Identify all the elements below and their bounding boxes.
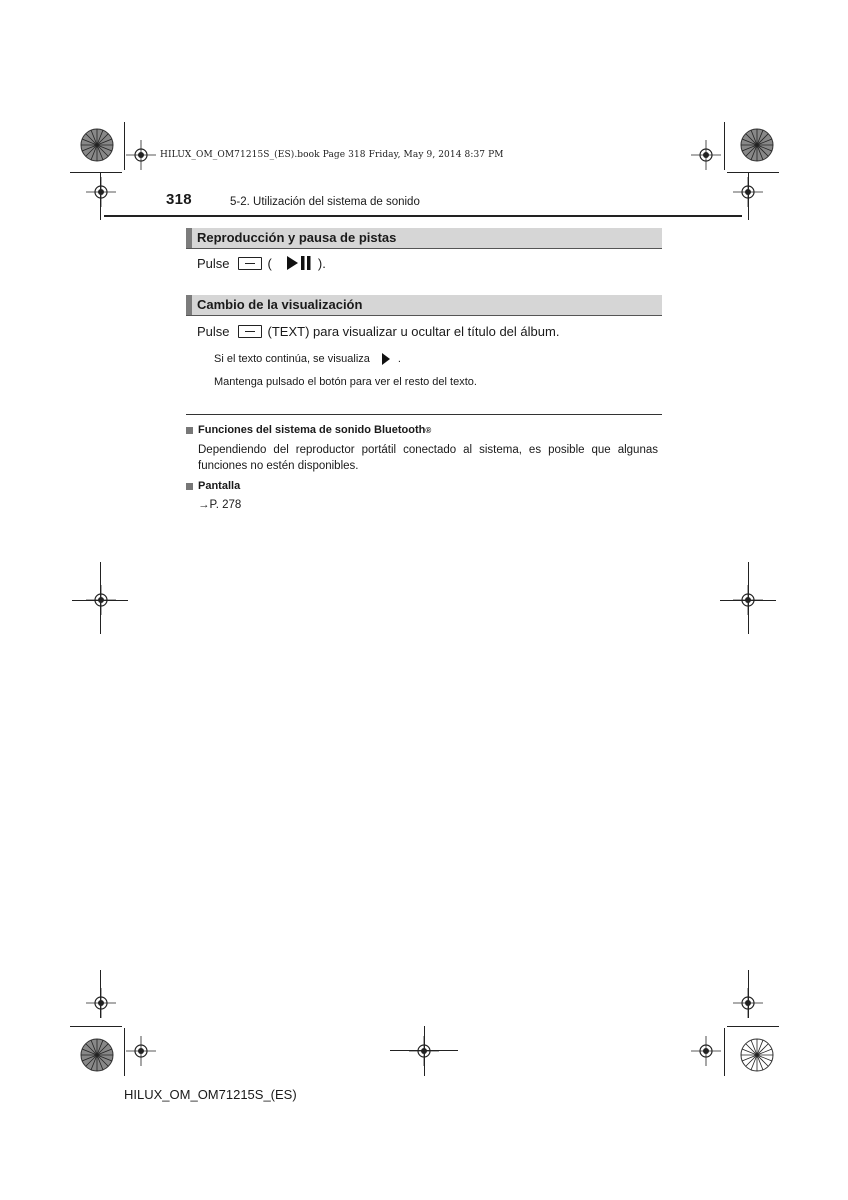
note-text: Si el texto continúa, se visualiza [214,353,370,365]
instruction-text: (TEXT) para visualizar u ocultar el título del álbum. [267,324,560,339]
paren-open: ( [267,255,272,271]
text-button-icon [238,325,262,338]
section-heading-label: Reproducción y pausa de pistas [197,230,397,245]
text-button-icon [238,257,262,270]
registration-mark-icon [733,177,763,207]
star-target-icon [740,128,774,162]
registration-mark-icon [691,140,721,170]
section-heading-playback [186,228,662,249]
section-heading-label: Cambio de la visualización [197,297,363,312]
registered-mark: ® [425,425,432,435]
registration-mark-icon [126,1036,156,1066]
subheading-text: Funciones del sistema de sonido Bluetooth [198,424,426,436]
instruction-text: Pulse [197,255,230,271]
print-info: HILUX_OM_OM71215S_(ES).book Page 318 Friday, May 9, 2014 8:37 PM [160,150,504,160]
registration-mark-icon [691,1036,721,1066]
page-number: 318 [166,191,192,208]
paren-close: ). [317,255,326,271]
registration-mark-icon [733,988,763,1018]
star-target-icon [80,1038,114,1072]
section-heading-display [186,295,662,316]
registration-mark-icon [86,988,116,1018]
divider [186,414,662,415]
square-bullet-icon [186,483,193,490]
subheading-screen [186,480,240,492]
registration-mark-icon [126,140,156,170]
subheading-bluetooth [186,424,431,436]
star-target-icon [80,128,114,162]
note-end: . [397,353,401,365]
subheading-text: Pantalla [198,480,241,492]
registration-mark-icon [86,177,116,207]
header-rule [104,215,742,217]
page-reference-link[interactable]: →P. 278 [198,499,242,511]
note-continue [214,352,401,366]
section-header: 5-2. Utilización del sistema de sonido [230,196,420,208]
display-instruction [197,324,559,339]
square-bullet-icon [186,427,193,434]
arrow-right-icon [380,352,392,366]
instruction-text: Pulse [197,324,230,339]
play-pause-icon [286,255,312,271]
playback-instruction [197,255,326,271]
footer-document-code: HILUX_OM_OM71215S_(ES) [124,1087,297,1102]
star-target-icon [740,1038,774,1072]
bluetooth-paragraph: Dependiendo del reproductor portátil conectado al sistema, es posible que algunas funciones no estén disponibles. [198,444,658,472]
note-hold: Mantenga pulsado el botón para ver el resto del texto. [214,376,477,388]
